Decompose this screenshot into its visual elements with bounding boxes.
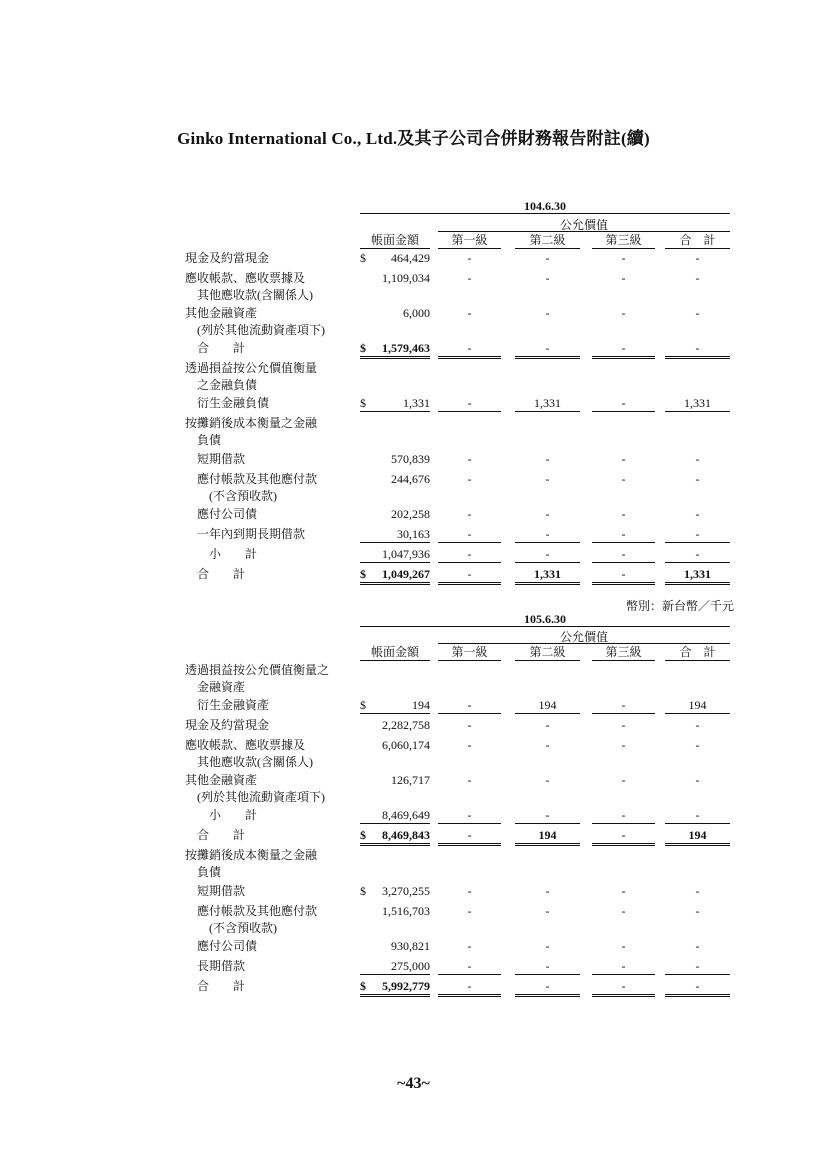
cell-l3: - bbox=[621, 472, 626, 486]
cell-ca: 2,282,758 bbox=[382, 718, 430, 732]
table-row bbox=[185, 340, 730, 356]
table-row bbox=[185, 883, 730, 899]
table2-fair-value-rule bbox=[438, 643, 730, 644]
dollar-sign: $ bbox=[360, 567, 366, 581]
cell-ca: 930,821 bbox=[391, 939, 430, 953]
cell-l3: - bbox=[592, 526, 655, 543]
cell-l1: - bbox=[467, 306, 472, 320]
row-label: 其他金融資產 bbox=[185, 306, 258, 320]
cell-l2: - bbox=[545, 939, 550, 953]
cell-l1: - bbox=[467, 904, 472, 918]
table1-fair-value-header: 公允價值 bbox=[559, 218, 608, 232]
cell-ca: 1,047,936 bbox=[360, 546, 430, 563]
cell-t: - bbox=[695, 507, 700, 521]
table-row bbox=[185, 827, 730, 843]
row-label: 按攤銷後成本衡量之金融 bbox=[185, 848, 318, 862]
cell-t: 1,331 bbox=[665, 395, 730, 412]
cell-l3: - bbox=[592, 566, 655, 585]
row-label: 透過損益按公允價值衡量之 bbox=[185, 663, 330, 677]
cell-ca: 202,258 bbox=[391, 507, 430, 521]
cell-l1: - bbox=[467, 452, 472, 466]
cell-l2: - bbox=[515, 546, 580, 563]
cell-l2: 1,331 bbox=[515, 566, 580, 585]
row-label: 衍生金融資產 bbox=[185, 698, 270, 712]
row-label: 其他應收款(含關係人) bbox=[185, 288, 313, 302]
table-row bbox=[185, 471, 730, 503]
table1-col-level2: 第二級 bbox=[515, 233, 580, 249]
cell-l3: - bbox=[621, 773, 626, 787]
row-label: 現金及約當現金 bbox=[185, 718, 270, 732]
cell-l2: - bbox=[545, 904, 550, 918]
row-label: 合 計 bbox=[185, 567, 246, 581]
cell-l2: - bbox=[545, 271, 550, 285]
cell-t: 194 bbox=[665, 697, 730, 714]
dollar-sign: $ bbox=[360, 396, 366, 410]
table-row bbox=[185, 250, 730, 266]
cell-l1: - bbox=[467, 773, 472, 787]
dollar-sign: $ bbox=[360, 341, 366, 355]
cell-l2: - bbox=[545, 251, 550, 265]
cell-t: - bbox=[695, 452, 700, 466]
cell-t: - bbox=[695, 939, 700, 953]
cell-l2: - bbox=[545, 306, 550, 320]
cell-ca: 8,469,843 bbox=[360, 827, 430, 846]
table-row bbox=[185, 903, 730, 935]
cell-t: - bbox=[665, 340, 730, 359]
cell-l1: - bbox=[438, 697, 501, 714]
row-label: 之金融負債 bbox=[185, 378, 258, 392]
cell-ca: 8,469,649 bbox=[360, 807, 430, 824]
cell-t: - bbox=[665, 526, 730, 543]
cell-t: 1,331 bbox=[665, 566, 730, 585]
table1-fair-value-rule bbox=[438, 231, 730, 232]
cell-ca: 1,579,463 bbox=[360, 340, 430, 359]
cell-l1: - bbox=[438, 526, 501, 543]
table-row bbox=[185, 697, 730, 713]
row-label: (列於其他流動資產項下) bbox=[185, 790, 325, 804]
table-row bbox=[185, 305, 730, 337]
cell-l2: - bbox=[545, 472, 550, 486]
table2-col-level1: 第一級 bbox=[438, 645, 501, 661]
page-number: ~43~ bbox=[397, 1075, 430, 1092]
row-label: (列於其他流動資產項下) bbox=[185, 323, 325, 337]
row-label: 一年內到期長期借款 bbox=[185, 527, 306, 541]
table-row bbox=[185, 807, 730, 823]
cell-t: - bbox=[695, 773, 700, 787]
table-row bbox=[185, 270, 730, 302]
table-row bbox=[185, 772, 730, 804]
cell-t: 194 bbox=[665, 827, 730, 846]
cell-l2: - bbox=[545, 884, 550, 898]
row-label: 小 計 bbox=[185, 547, 258, 561]
row-label: 透過損益按公允價值衡量 bbox=[185, 361, 318, 375]
cell-l1: - bbox=[438, 340, 501, 359]
table-row bbox=[185, 847, 730, 879]
row-label: 短期借款 bbox=[185, 884, 246, 898]
table-row bbox=[185, 566, 730, 582]
cell-l3: - bbox=[621, 738, 626, 752]
cell-ca: 30,163 bbox=[360, 526, 430, 543]
cell-l2: - bbox=[545, 773, 550, 787]
cell-t: - bbox=[665, 978, 730, 997]
cell-l3: - bbox=[592, 697, 655, 714]
row-label: 應付公司債 bbox=[185, 507, 258, 521]
cell-l2: 1,331 bbox=[515, 395, 580, 412]
cell-l1: - bbox=[467, 507, 472, 521]
dollar-sign: $ bbox=[360, 884, 366, 898]
cell-t: - bbox=[665, 546, 730, 563]
page-title: Ginko International Co., Ltd.及其子公司合併財務報告附註(續) bbox=[177, 129, 650, 148]
row-label: 負債 bbox=[185, 433, 222, 447]
row-label: 合 計 bbox=[185, 341, 246, 355]
table1-col-level3: 第三級 bbox=[592, 233, 655, 249]
unit-label: 幣別：新台幣／千元 bbox=[625, 599, 734, 613]
table-row bbox=[185, 506, 730, 522]
cell-l3: - bbox=[621, 884, 626, 898]
row-label: 衍生金融負債 bbox=[185, 396, 270, 410]
table-row bbox=[185, 451, 730, 467]
table2-col-level2: 第二級 bbox=[515, 645, 580, 661]
cell-ca: 126,717 bbox=[391, 773, 430, 787]
cell-ca: 1,109,034 bbox=[382, 271, 430, 285]
cell-l2: - bbox=[515, 978, 580, 997]
cell-ca: 6,000 bbox=[403, 306, 430, 320]
cell-ca: 1,516,703 bbox=[382, 904, 430, 918]
row-label: (不含預收款) bbox=[185, 921, 277, 935]
cell-l3: - bbox=[592, 546, 655, 563]
row-label: 按攤銷後成本衡量之金融 bbox=[185, 416, 318, 430]
table-row bbox=[185, 737, 730, 769]
cell-l2: 194 bbox=[515, 827, 580, 846]
cell-l1: - bbox=[467, 271, 472, 285]
cell-l1: - bbox=[467, 472, 472, 486]
table1-col-level1: 第一級 bbox=[438, 233, 501, 249]
cell-ca: 5,992,779 bbox=[360, 978, 430, 997]
cell-l1: - bbox=[438, 395, 501, 412]
cell-l1: - bbox=[438, 958, 501, 975]
cell-l3: - bbox=[621, 251, 626, 265]
cell-l3: - bbox=[592, 340, 655, 359]
cell-t: - bbox=[695, 271, 700, 285]
cell-t: - bbox=[695, 738, 700, 752]
table-row bbox=[185, 360, 730, 392]
cell-l3: - bbox=[621, 939, 626, 953]
cell-l1: - bbox=[467, 939, 472, 953]
row-label: 長期借款 bbox=[185, 959, 246, 973]
table-row bbox=[185, 662, 730, 694]
cell-ca: 194 bbox=[360, 697, 430, 714]
cell-ca: 1,331 bbox=[360, 395, 430, 412]
cell-l1: - bbox=[438, 566, 501, 585]
cell-ca: 6,060,174 bbox=[382, 738, 430, 752]
table1-col-carrying: 帳面金額 bbox=[360, 233, 430, 249]
cell-l2: - bbox=[515, 958, 580, 975]
table2-col-total: 合 計 bbox=[665, 645, 730, 661]
cell-l2: - bbox=[545, 738, 550, 752]
table1-col-total: 合 計 bbox=[665, 233, 730, 249]
table1-date: 104.6.30 bbox=[524, 199, 566, 213]
cell-ca: 570,839 bbox=[391, 452, 430, 466]
row-label: 其他金融資產 bbox=[185, 773, 258, 787]
row-label: 負債 bbox=[185, 865, 222, 879]
row-label: 合 計 bbox=[185, 979, 246, 993]
cell-l1: - bbox=[438, 546, 501, 563]
row-label: 應付帳款及其他應付款 bbox=[185, 472, 318, 486]
table2-date-rule bbox=[360, 626, 730, 627]
cell-l3: - bbox=[592, 827, 655, 846]
cell-l3: - bbox=[621, 271, 626, 285]
row-label: 應收帳款、應收票據及 bbox=[185, 271, 306, 285]
cell-l3: - bbox=[592, 807, 655, 824]
cell-l2: - bbox=[545, 452, 550, 466]
row-label: 金融資產 bbox=[185, 680, 246, 694]
row-label: 現金及約當現金 bbox=[185, 251, 270, 265]
cell-l1: - bbox=[467, 251, 472, 265]
cell-ca: 3,270,255 bbox=[382, 884, 430, 898]
cell-l3: - bbox=[621, 507, 626, 521]
cell-l1: - bbox=[438, 827, 501, 846]
table-row bbox=[185, 938, 730, 954]
cell-l1: - bbox=[467, 884, 472, 898]
table2-date: 105.6.30 bbox=[524, 612, 566, 626]
row-label: 應付帳款及其他應付款 bbox=[185, 904, 318, 918]
cell-l2: - bbox=[515, 340, 580, 359]
row-label: 應收帳款、應收票據及 bbox=[185, 738, 306, 752]
cell-l2: 194 bbox=[515, 697, 580, 714]
cell-l3: - bbox=[621, 452, 626, 466]
cell-l1: - bbox=[467, 718, 472, 732]
cell-t: - bbox=[665, 958, 730, 975]
table-row bbox=[185, 958, 730, 974]
cell-t: - bbox=[695, 718, 700, 732]
cell-l3: - bbox=[592, 978, 655, 997]
cell-t: - bbox=[665, 807, 730, 824]
table1-date-rule bbox=[360, 213, 730, 214]
cell-l1: - bbox=[438, 978, 501, 997]
cell-t: - bbox=[695, 306, 700, 320]
dollar-sign: $ bbox=[360, 698, 366, 712]
table2-col-level3: 第三級 bbox=[592, 645, 655, 661]
cell-l1: - bbox=[467, 738, 472, 752]
cell-ca: 244,676 bbox=[391, 472, 430, 486]
cell-l2: - bbox=[515, 526, 580, 543]
cell-l2: - bbox=[515, 807, 580, 824]
row-label: (不含預收款) bbox=[185, 489, 277, 503]
cell-l3: - bbox=[621, 904, 626, 918]
cell-t: - bbox=[695, 904, 700, 918]
row-label: 小 計 bbox=[185, 808, 258, 822]
cell-t: - bbox=[695, 884, 700, 898]
cell-ca: 1,049,267 bbox=[360, 566, 430, 585]
row-label: 其他應收款(含關係人) bbox=[185, 755, 313, 769]
table-row bbox=[185, 978, 730, 994]
row-label: 合 計 bbox=[185, 828, 246, 842]
table2-col-carrying: 帳面金額 bbox=[360, 645, 430, 661]
cell-t: - bbox=[695, 472, 700, 486]
cell-ca: 464,429 bbox=[391, 251, 430, 265]
cell-ca: 275,000 bbox=[360, 958, 430, 975]
dollar-sign: $ bbox=[360, 979, 366, 993]
cell-t: - bbox=[695, 251, 700, 265]
dollar-sign: $ bbox=[360, 251, 366, 265]
row-label: 應付公司債 bbox=[185, 939, 258, 953]
row-label: 短期借款 bbox=[185, 452, 246, 466]
table2-fair-value-header: 公允價值 bbox=[559, 630, 608, 644]
cell-l3: - bbox=[592, 958, 655, 975]
cell-l3: - bbox=[621, 306, 626, 320]
cell-l1: - bbox=[438, 807, 501, 824]
table-row bbox=[185, 415, 730, 447]
cell-l2: - bbox=[545, 507, 550, 521]
table-row bbox=[185, 526, 730, 542]
dollar-sign: $ bbox=[360, 828, 366, 842]
table-row bbox=[185, 717, 730, 733]
table-row bbox=[185, 395, 730, 411]
cell-l2: - bbox=[545, 718, 550, 732]
cell-l3: - bbox=[592, 395, 655, 412]
cell-l3: - bbox=[621, 718, 626, 732]
table-row bbox=[185, 546, 730, 562]
